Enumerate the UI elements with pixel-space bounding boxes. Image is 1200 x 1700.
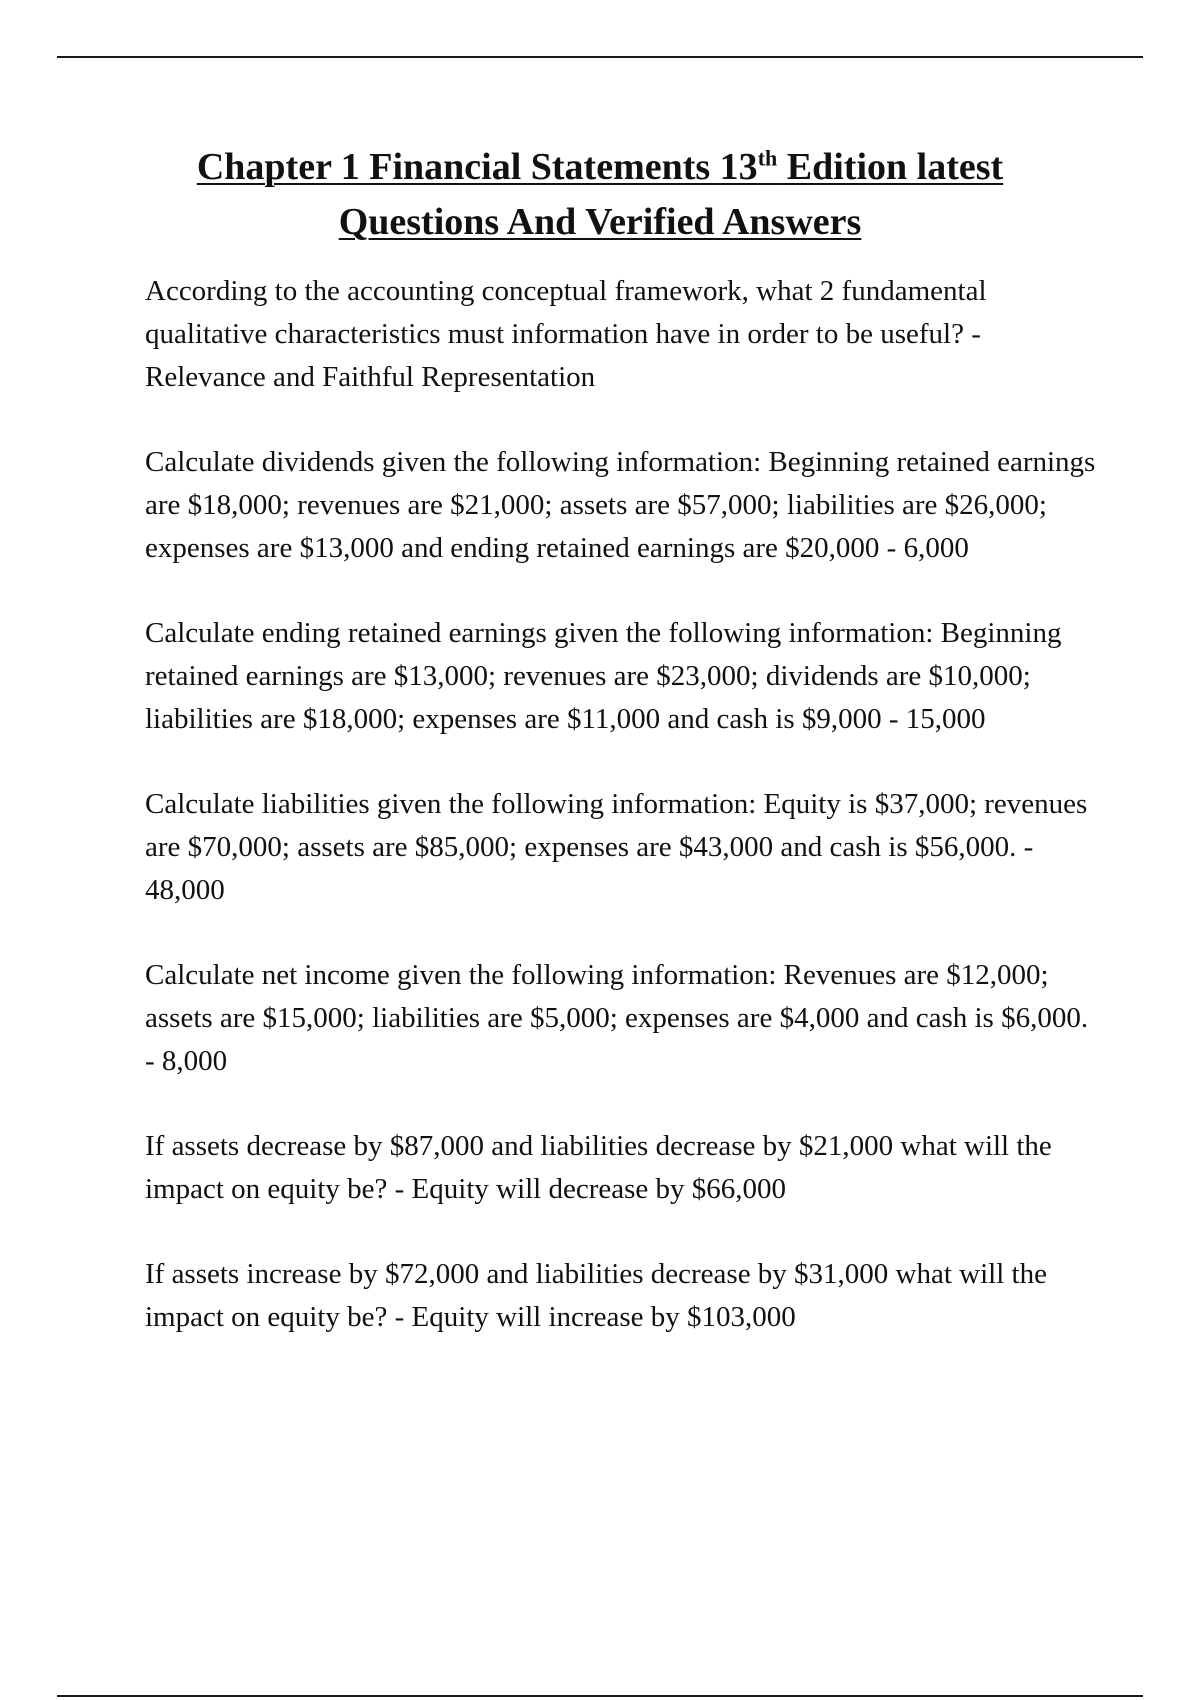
title-text-end: Edition latest bbox=[777, 146, 1004, 188]
title-text: Chapter 1 Financial Statements 13 bbox=[196, 146, 758, 188]
qa-item: According to the accounting conceptual framework, what 2 fundamental qualitative characteristics must information have in order to be useful? - Relevance and Faithful Representation bbox=[145, 275, 987, 393]
qa-list bbox=[145, 270, 1100, 1381]
qa-item: If assets decrease by $87,000 and liabilities decrease by $21,000 what will the impact on equity be? - Equity will decrease by $66,000 bbox=[145, 1130, 1052, 1205]
qa-item: Calculate liabilities given the following information: Equity is $37,000; revenues are $70,000; assets are $85,000; expenses are $43,000 and cash is $56,000. - 48,000 bbox=[145, 788, 1088, 906]
qa-item: If assets increase by $72,000 and liabilities decrease by $31,000 what will the impact on equity be? - Equity will increase by $103,000 bbox=[145, 1258, 1047, 1333]
page-title bbox=[100, 140, 1100, 250]
bottom-divider bbox=[57, 1695, 1143, 1697]
qa-item: Calculate net income given the following information: Revenues are $12,000; assets are $15,000; liabilities are $5,000; expenses are $4,000 and cash is $6,000. - 8,000 bbox=[145, 959, 1089, 1077]
qa-item: Calculate ending retained earnings given the following information: Beginning retained earnings are $13,000; revenues are $23,000; dividends are $10,000; liabilities are $18,000; expenses are $11,000 and cash is $9,000 - 15,000 bbox=[145, 617, 1062, 735]
title-superscript: th bbox=[757, 145, 778, 171]
qa-item: Calculate dividends given the following information: Beginning retained earnings are $18,000; revenues are $21,000; assets are $57,000; liabilities are $26,000; expenses are $13,000 and ending retained earnings are $20,000 - 6,000 bbox=[145, 446, 1096, 564]
top-divider bbox=[57, 56, 1143, 58]
title-line-2: Questions And Verified Answers bbox=[338, 201, 862, 243]
